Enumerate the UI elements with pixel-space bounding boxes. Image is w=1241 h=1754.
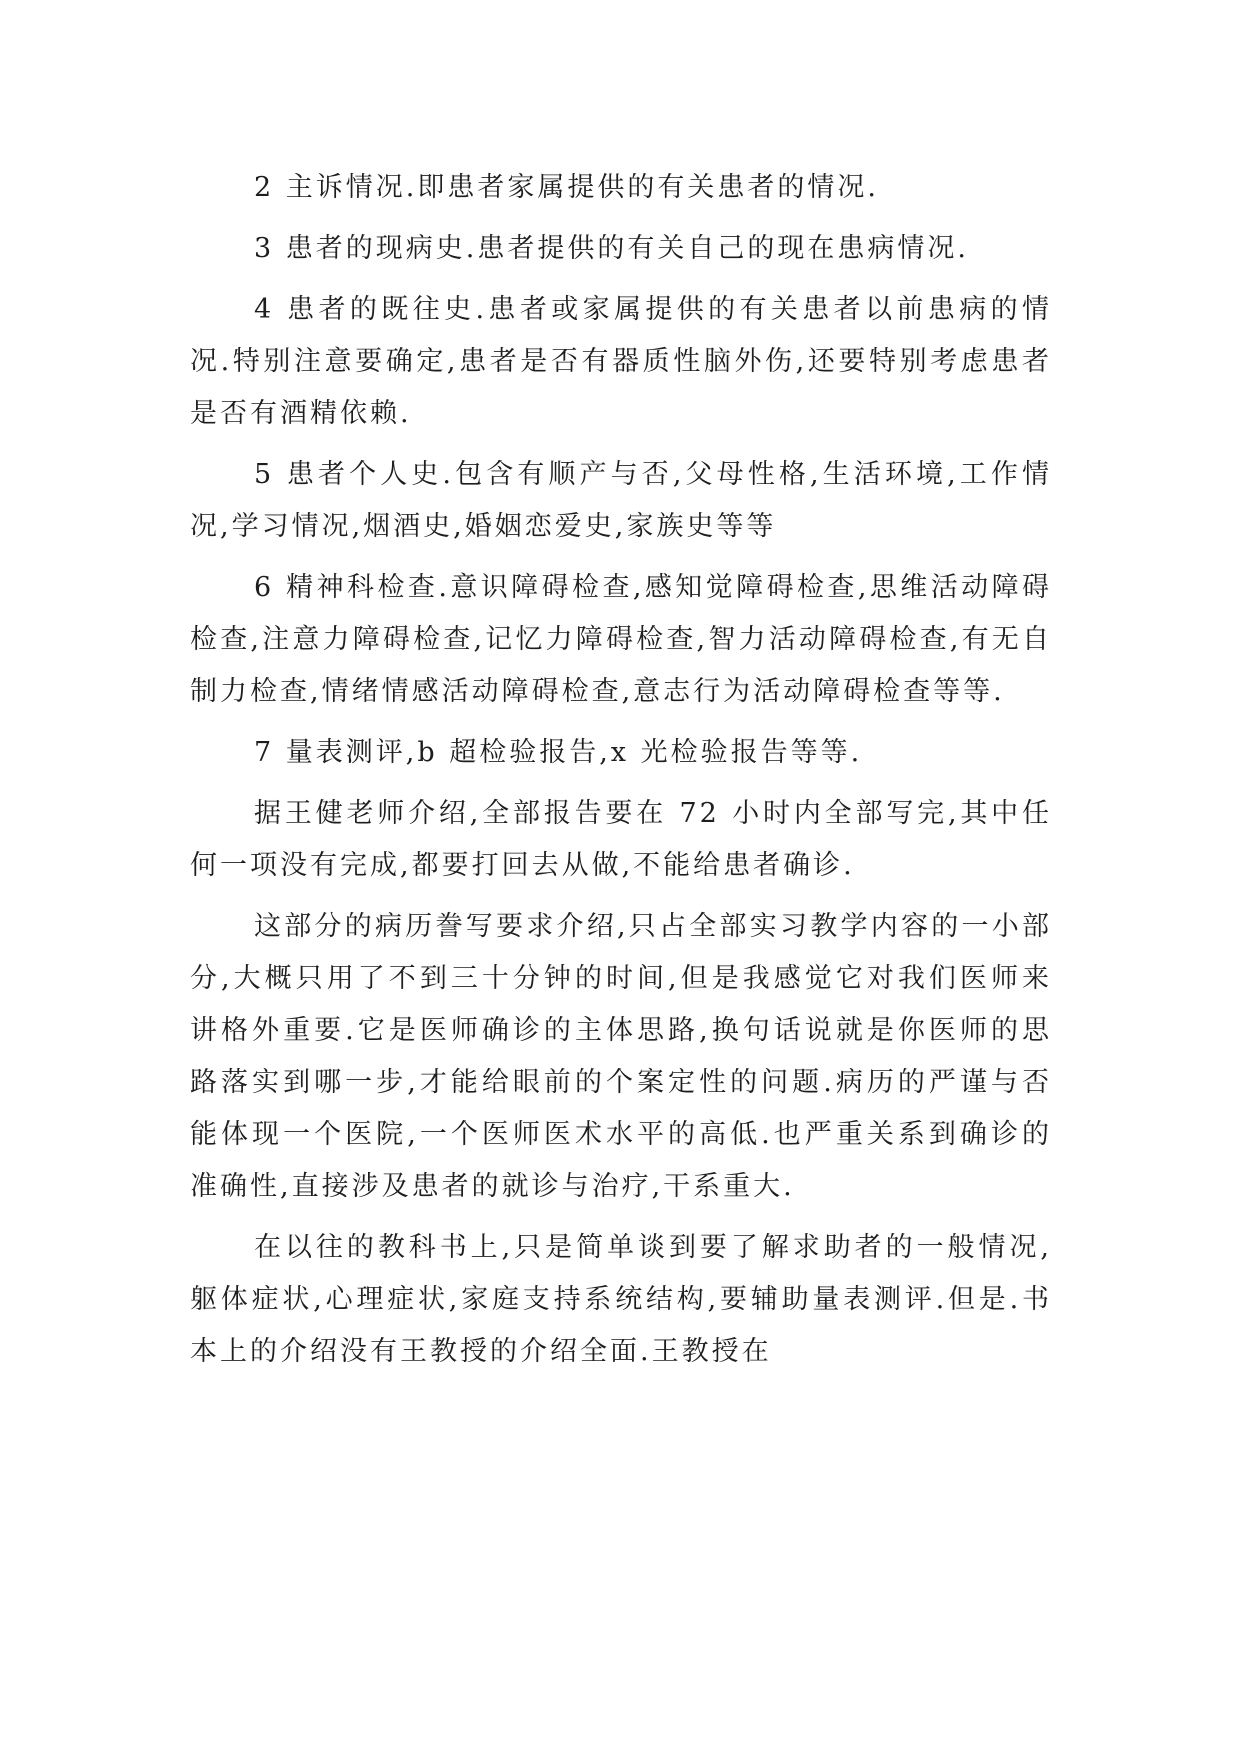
paragraph-present-illness: 3 患者的现病史.患者提供的有关自己的现在患病情况. [254,233,969,264]
paragraph-psychiatric-exam: 6 精神科检查.意识障碍检查,感知觉障碍检查,思维活动障碍检查,注意力障碍检查,记忆力障碍检查,智力活动障碍检查,有无自制力检查,情绪情感活动障碍检查,意志行为活动障碍检查等等. [190,572,1052,707]
paragraph-past-history: 4 患者的既往史.患者或家属提供的有关患者以前患病的情况.特别注意要确定,患者是否有器质性脑外伤,还要特别考虑患者是否有酒精依赖. [190,294,1052,429]
paragraph-personal-history: 5 患者个人史.包含有顺产与否,父母性格,生活环境,工作情况,学习情况,烟酒史,婚姻恋爱史,家族史等等 [190,459,1052,542]
document-body [190,162,1052,1387]
paragraph-report-deadline: 据王健老师介绍,全部报告要在 72 小时内全部写完,其中任何一项没有完成,都要打回去从做,不能给患者确诊. [190,798,1052,881]
paragraph-record-importance: 这部分的病历誊写要求介绍,只占全部实习教学内容的一小部分,大概只用了不到三十分钟的时间,但是我感觉它对我们医师来讲格外重要.它是医师确诊的主体思路,换句话说就是你医师的思路落实到哪一步,才能给眼前的个案定性的问题.病历的严谨与否能体现一个医院,一个医师医术水平的高低.也严重关系到确诊的准确性,直接涉及患者的就诊与治疗,干系重大. [190,911,1052,1202]
paragraph-chief-complaint: 2 主诉情况.即患者家属提供的有关患者的情况. [254,172,879,203]
paragraph-scale-assessment: 7 量表测评,b 超检验报告,x 光检验报告等等. [254,737,863,768]
paragraph-textbook-comparison: 在以往的教科书上,只是简单谈到要了解求助者的一般情况,躯体症状,心理症状,家庭支持系统结构,要辅助量表测评.但是.书本上的介绍没有王教授的介绍全面.王教授在 [190,1232,1052,1367]
